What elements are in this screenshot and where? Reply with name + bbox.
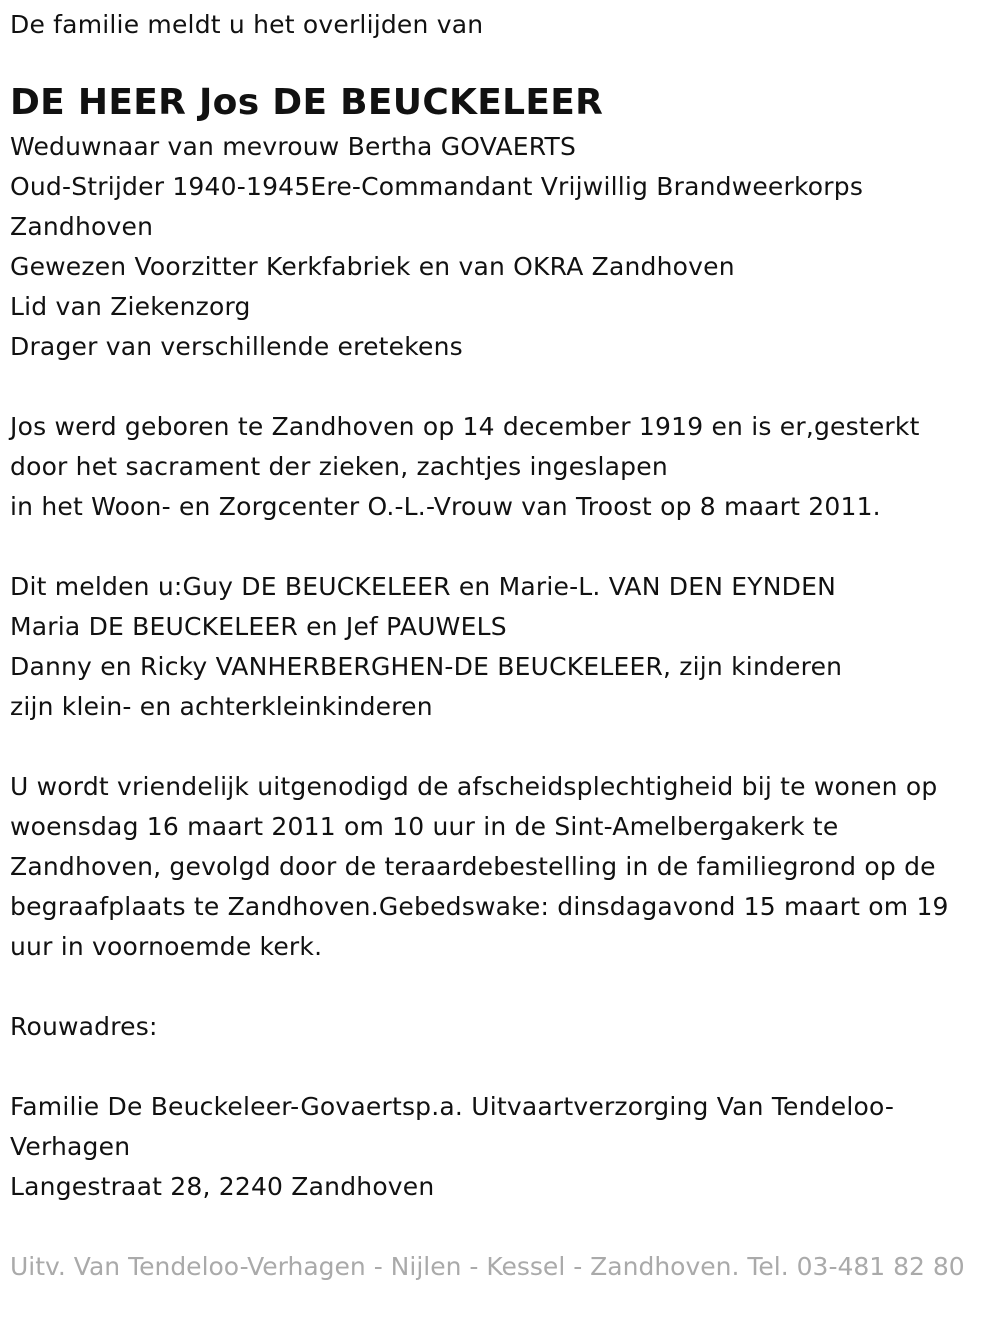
address-block <box>10 1087 995 1207</box>
birth-death-paragraph <box>10 407 995 527</box>
spacer <box>10 727 995 767</box>
title-line: Weduwnaar van mevrouw Bertha GOVAERTS <box>10 132 577 161</box>
paragraph-line: woensdag 16 maart 2011 om 10 uur in de Sint-Amelbergakerk te <box>10 812 839 841</box>
address-line: Verhagen <box>10 1132 131 1161</box>
title-line: Oud-Strijder 1940-1945Ere-Commandant Vrijwillig Brandweerkorps <box>10 172 864 201</box>
paragraph-line: begraafplaats te Zandhoven.Gebedswake: dinsdagavond 15 maart om 19 <box>10 892 949 921</box>
paragraph-line: uur in voornoemde kerk. <box>10 932 323 961</box>
title-line: Lid van Ziekenzorg <box>10 292 251 321</box>
spacer <box>10 527 995 567</box>
spacer <box>10 367 995 407</box>
deceased-name: DE HEER Jos DE BEUCKELEER <box>10 82 604 123</box>
title-line: Gewezen Voorzitter Kerkfabriek en van OKRA Zandhoven <box>10 252 735 281</box>
address-line: Familie De Beuckeleer-Govaertsp.a. Uitvaartverzorging Van Tendeloo- <box>10 1092 895 1121</box>
paragraph-line: in het Woon- en Zorgcenter O.-L.-Vrouw van Troost op 8 maart 2011. <box>10 492 881 521</box>
address-label: Rouwadres: <box>10 1012 158 1041</box>
intro-text: De familie meldt u het overlijden van <box>10 10 484 39</box>
paragraph-line: Danny en Ricky VANHERBERGHEN-DE BEUCKELEER, zijn kinderen <box>10 652 843 681</box>
title-line: Drager van verschillende eretekens <box>10 332 463 361</box>
paragraph-line: U wordt vriendelijk uitgenodigd de afscheidsplechtigheid bij te wonen op <box>10 772 938 801</box>
paragraph-line: Maria DE BEUCKELEER en Jef PAUWELS <box>10 612 507 641</box>
paragraph-line: Dit melden u:Guy DE BEUCKELEER en Marie-L. VAN DEN EYNDEN <box>10 572 836 601</box>
paragraph-line: zijn klein- en achterkleinkinderen <box>10 692 433 721</box>
spacer <box>10 967 995 1007</box>
obituary-notice <box>10 0 995 1287</box>
address-line: Langestraat 28, 2240 Zandhoven <box>10 1172 435 1201</box>
ceremony-paragraph <box>10 767 995 967</box>
paragraph-line: door het sacrament der zieken, zachtjes ingeslapen <box>10 452 668 481</box>
family-paragraph <box>10 567 995 727</box>
paragraph-line: Zandhoven, gevolgd door de teraardebestelling in de familiegrond op de <box>10 852 936 881</box>
deceased-titles <box>10 127 995 367</box>
spacer <box>10 1047 995 1087</box>
funeral-home-footer: Uitv. Van Tendeloo-Verhagen - Nijlen - Kessel - Zandhoven. Tel. 03-481 82 80 <box>10 1252 965 1281</box>
title-line: Zandhoven <box>10 212 154 241</box>
paragraph-line: Jos werd geboren te Zandhoven op 14 december 1919 en is er,gesterkt <box>10 412 920 441</box>
spacer <box>10 1207 995 1247</box>
